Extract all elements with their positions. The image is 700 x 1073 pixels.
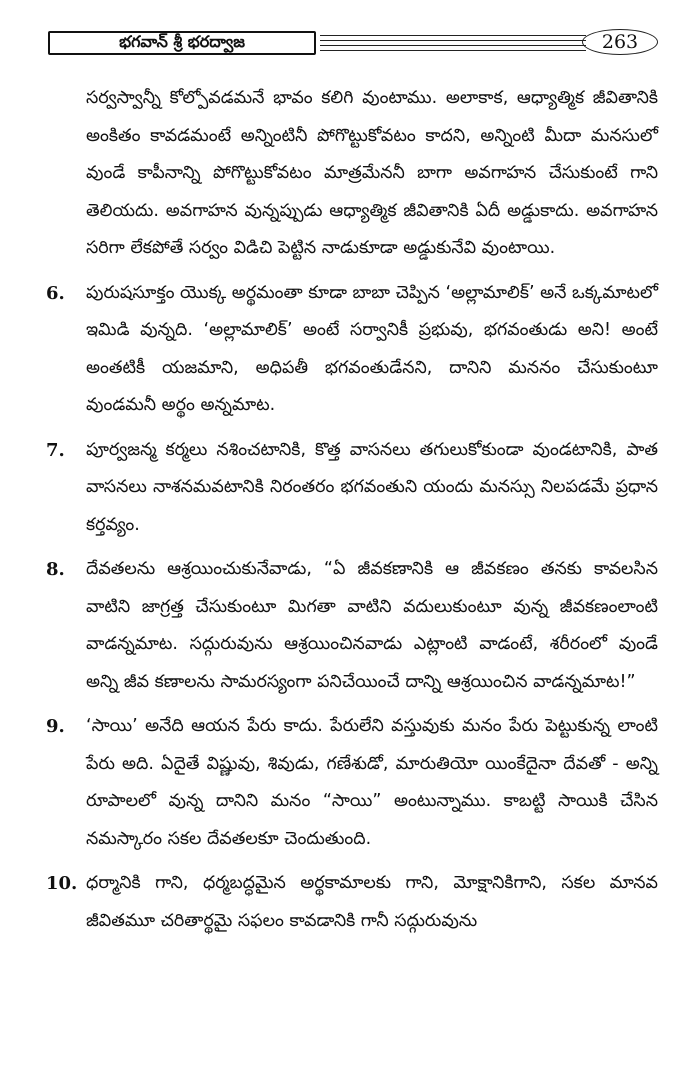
list-item — [46, 551, 658, 701]
intro-paragraph: సర్వస్వాన్నీ కోల్పోవడమనే భావం కలిగి వుంటాము. అలాకాక, ఆధ్యాత్మిక జీవితానికి అంకితం కావడమంటే అన్నింటినీ పోగొట్టుకోవటం కాదని, అన్నింటి మీదా మనసులో వుండే కాపీనాన్ని పోగొట్టుకోవటం మాత్రమేననీ బాగా అవగాహన చేసుకుంటే గాని తెలియదు. అవగాహన వున్నప్పుడు ఆధ్యాత్మిక జీవితానికి ఏదీ అడ్డుకాదు. అవగాహన సరిగా లేకపోతే సర్వం విడిచి పెట్టిన నాడుకూడా అడ్డుకునేవి వుంటాయి. — [86, 88, 658, 258]
item-number: 6. — [46, 282, 65, 304]
list-item — [46, 275, 658, 425]
list-item — [46, 432, 658, 545]
item-text: పూర్వజన్మ కర్మలు నశించటానికి, కొత్త వాసనలు తగులుకోకుండా వుండటానికి, పాత వాసనలు నాశనమవటానికి నిరంతరం భగవంతుని యందు మనస్సు నిలపడమే ప్రధాన కర్తవ్యం. — [86, 439, 658, 535]
list-item — [46, 865, 658, 940]
item-number: 8. — [46, 559, 65, 580]
item-text: ‘సాయి’ అనేది ఆయన పేరు కాదు. పేరులేని వస్తువుకు మనం పేరు పెట్టుకున్న లాంటి పేరు అది. ఏదైతే విష్ణువు, శివుడు, గణేశుడో, మారుతియో యింకేదైనా దేవతో - అన్ని రూపాలలో వున్న దానిని మనం “సాయి” అంటున్నాము. కాబట్టి సాయికి చేసిన నమస్కారం సకల దేవతలకూ చెందుతుంది. — [86, 716, 658, 849]
item-text: దేవతలను ఆశ్రయించుకునేవాడు, “ఏ జీవకణానికి ఆ జీవకణం తనకు కావలసిన వాటిని జాగ్రత్త చేసుకుంటూ మిగతా వాటిని వదులుకుంటూ వున్న జీవకణంలాంటి వాడన్నమాట. సద్గురువును ఆశ్రయించినవాడు ఎట్లాంటి వాడంటే, శరీరంలో వుండే అన్ని జీవ కణాలను సామరస్యంగా పనిచేయించే దాన్ని ఆశ్రయించిన వాడన్నమాట!” — [86, 559, 658, 692]
page-body — [46, 80, 658, 940]
item-text: ధర్మానికి గాని, ధర్మబద్ధమైన అర్థకామాలకు గాని, మోక్షానికిగాని, సకల మానవ జీవితమూ చరితార్థమై సఫలం కావడానికి గానీ సద్గురువును — [86, 873, 658, 931]
list-item — [46, 708, 658, 858]
item-number: 7. — [46, 439, 65, 461]
item-number: 10. — [46, 873, 78, 894]
item-number: 9. — [46, 716, 65, 737]
item-text: పురుషసూక్తం యొక్క అర్థమంతా కూడా బాబా చెప్పిన ‘అల్లామాలిక్’ అనే ఒక్కమాటలో ఇమిడి వున్నది. ‘అల్లామాలిక్’ అంటే సర్వానికీ ప్రభువు, భగవంతుడు అని! అంటే అంతటికీ యజమాని, అధిపతీ భగవంతుడేనని, దానిని మననం చేసుకుంటూ వుండమనీ అర్థం అన్నమాట. — [86, 282, 658, 415]
book-title: భగవాన్ శ్రీ భరద్వాజ — [48, 31, 316, 55]
page-number: 263 — [582, 29, 658, 55]
running-header — [48, 29, 658, 59]
header-rule-lines — [320, 33, 586, 55]
